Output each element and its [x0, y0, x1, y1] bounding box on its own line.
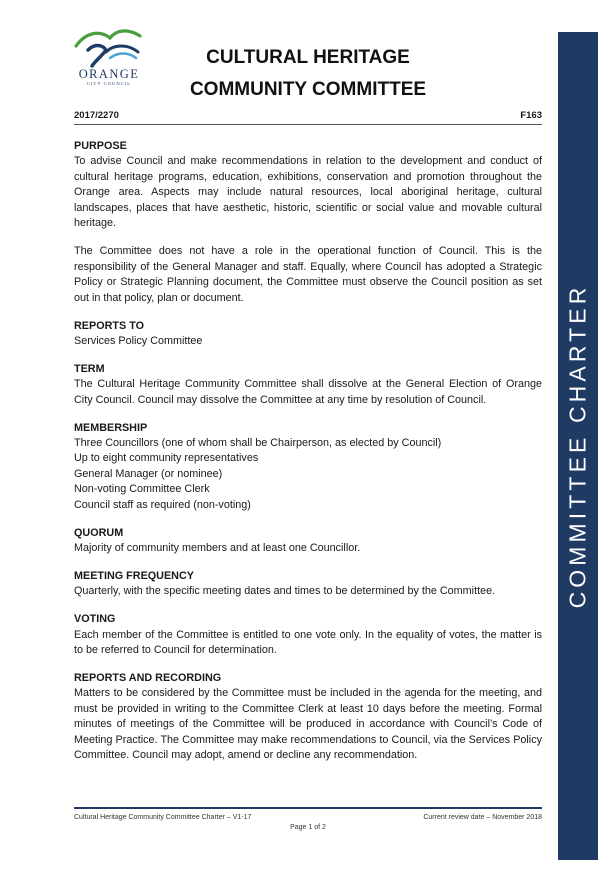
- logo-wordmark: ORANGE: [78, 67, 140, 81]
- header-divider: [74, 124, 542, 125]
- section-paragraph: Majority of community members and at least one Councillor.: [74, 541, 361, 554]
- membership-item: Up to eight community representatives: [74, 452, 259, 465]
- section-term: [74, 362, 542, 408]
- membership-item: Non-voting Committee Clerk: [74, 483, 210, 496]
- section-meeting-frequency: [74, 569, 542, 600]
- section-heading: MEETING FREQUENCY: [74, 569, 194, 582]
- charter-body: [74, 139, 542, 776]
- section-heading: TERM: [74, 362, 105, 375]
- section-paragraph: To advise Council and make recommendations in relation to the development and conduct of cultural heritage programs, education, exhibitions, conservation and promotion throughout the Orange area. Aspects may include natural resources, local aboriginal heritage, cultural landscapes, places that have aesthetic, historic, scientific or social value and movable cultural heritage.: [74, 155, 542, 230]
- footer-document-title: Cultural Heritage Community Committee Charter – V1-17: [74, 814, 252, 821]
- document-reference-row: [74, 110, 542, 122]
- section-membership: [74, 421, 542, 513]
- membership-item: Three Councillors (one of whom shall be Chairperson, as elected by Council): [74, 437, 442, 449]
- council-logo: [72, 26, 146, 86]
- charter-sidebar: [558, 32, 598, 860]
- section-paragraph: Each member of the Committee is entitled to one vote only. In the equality of votes, the matter is to be referred to Council for determination.: [74, 628, 542, 656]
- sidebar-label: COMMITTEE CHARTER: [564, 283, 591, 609]
- section-heading: QUORUM: [74, 526, 124, 539]
- page-title-line-1: CULTURAL HERITAGE: [206, 47, 410, 68]
- membership-item: General Manager (or nominee): [74, 467, 223, 480]
- section-paragraph: The Committee does not have a role in the operational function of Council. This is the responsibility of the General Manager and staff. Equally, where Council has adopted a Strategic Policy or Strategic Planning document, the Committee must observe the Council position as set out in that policy, plan or document.: [74, 245, 542, 304]
- section-heading: REPORTS AND RECORDING: [74, 671, 222, 684]
- membership-item: Council staff as required (non-voting): [74, 498, 251, 511]
- section-paragraph: Matters to be considered by the Committee must be included in the agenda for the meeting, and must be provided in writing to the Committee Clerk at least 10 days before the meeting. Formal minutes of meetings of the Committee will be produced in accordance with Council’s Code of Meeting Practice. The Committee may make recommendations to Council, via the Services Policy Committee. Council may adopt, amend or decline any recommendation.: [74, 687, 542, 761]
- section-heading: VOTING: [74, 613, 116, 626]
- section-reports-and-recording: [74, 671, 542, 763]
- section-purpose: [74, 139, 542, 306]
- footer-divider: [74, 807, 542, 809]
- document-code: F163: [520, 110, 542, 121]
- section-voting: [74, 612, 542, 658]
- document-reference: 2017/2270: [74, 110, 119, 121]
- page-number: Page 1 of 2: [290, 824, 326, 831]
- section-reports-to: [74, 319, 542, 350]
- page-title-line-2: COMMUNITY COMMITTEE: [189, 79, 427, 100]
- section-heading: MEMBERSHIP: [74, 421, 148, 434]
- section-paragraph: Quarterly, with the specific meeting dates and times to be determined by the Committee.: [74, 585, 496, 598]
- section-paragraph: The Cultural Heritage Community Committee shall dissolve at the General Election of Orange City Council. Council may dissolve the Committee at any time by resolution of Council.: [74, 378, 542, 406]
- logo-subtext: CITY COUNCIL: [86, 81, 132, 86]
- council-logo-icon: [72, 26, 146, 70]
- section-heading: PURPOSE: [74, 140, 127, 152]
- section-heading: REPORTS TO: [74, 319, 144, 332]
- section-quorum: [74, 526, 542, 557]
- footer-review-date: Current review date – November 2018: [423, 814, 542, 821]
- section-paragraph: Services Policy Committee: [74, 334, 203, 347]
